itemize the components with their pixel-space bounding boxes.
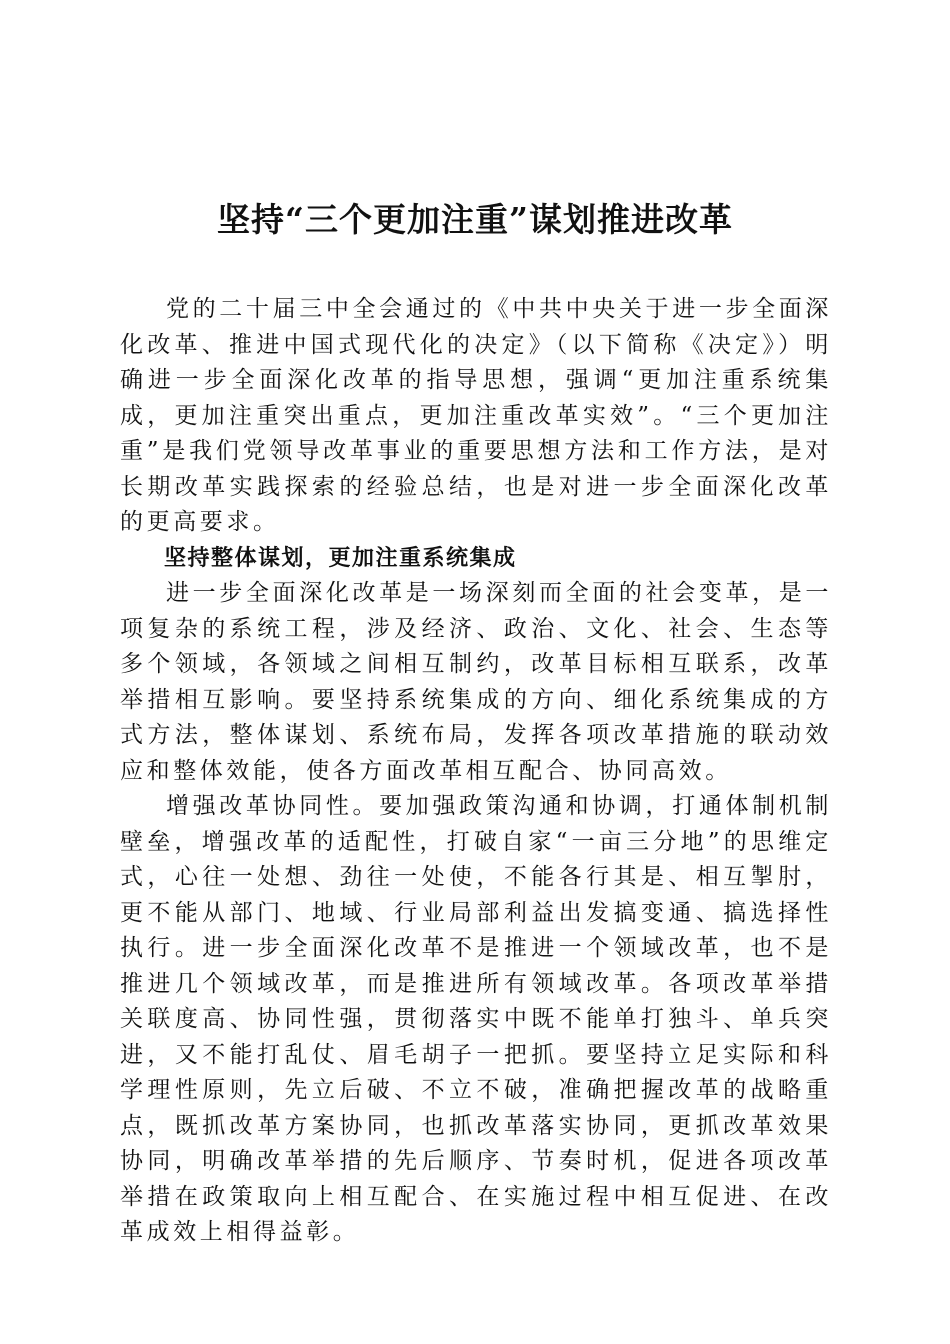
intro-paragraph: 党的二十届三中全会通过的《中共中央关于进一步全面深化改革、推进中国式现代化的决定》（以下简称《决定》）明确进一步全面深化改革的指导思想，强调“更加注重系统集成，更加注重突出重点，更加注重改革实效”。“三个更加注重”是我们党领导改革事业的重要思想方法和工作方法，是对长期改革实践探索的经验总结，也是对进一步全面深化改革的更高要求。 [120, 296, 832, 535]
section-heading: 坚持整体谋划，更加注重系统集成 [164, 545, 517, 571]
body-paragraph: 进一步全面深化改革是一场深刻而全面的社会变革，是一项复杂的系统工程，涉及经济、政治、文化、社会、生态等多个领域，各领域之间相互制约，改革目标相互联系，改革举措相互影响。要坚持系统集成的方向、细化系统集成的方式方法，整体谋划、系统布局，发挥各项改革措施的联动效应和整体效能，使各方面改革相互配合、协同高效。 [120, 580, 832, 784]
document-title: 坚持“三个更加注重”谋划推进改革 [217, 200, 733, 239]
document-body [120, 292, 832, 1251]
body-paragraph: 增强改革协同性。要加强政策沟通和协调，打通体制机制壁垒，增强改革的适配性，打破自家“一亩三分地”的思维定式，心往一处想、劲往一处使，不能各行其是、相互掣肘，更不能从部门、地域、行业局部利益出发搞变通、搞选择性执行。进一步全面深化改革不是推进一个领域改革，也不是推进几个领域改革，而是推进所有领域改革。各项改革举措关联度高、协同性强，贯彻落实中既不能单打独斗、单兵突进，又不能打乱仗、眉毛胡子一把抓。要坚持立足实际和科学理性原则，先立后破、不立不破，准确把握改革的战略重点，既抓改革方案协同，也抓改革落实协同，更抓改革效果协同，明确改革举措的先后顺序、节奏时机，促进各项改革举措在政策取向上相互配合、在实施过程中相互促进、在改革成效上相得益彰。 [120, 793, 832, 1245]
